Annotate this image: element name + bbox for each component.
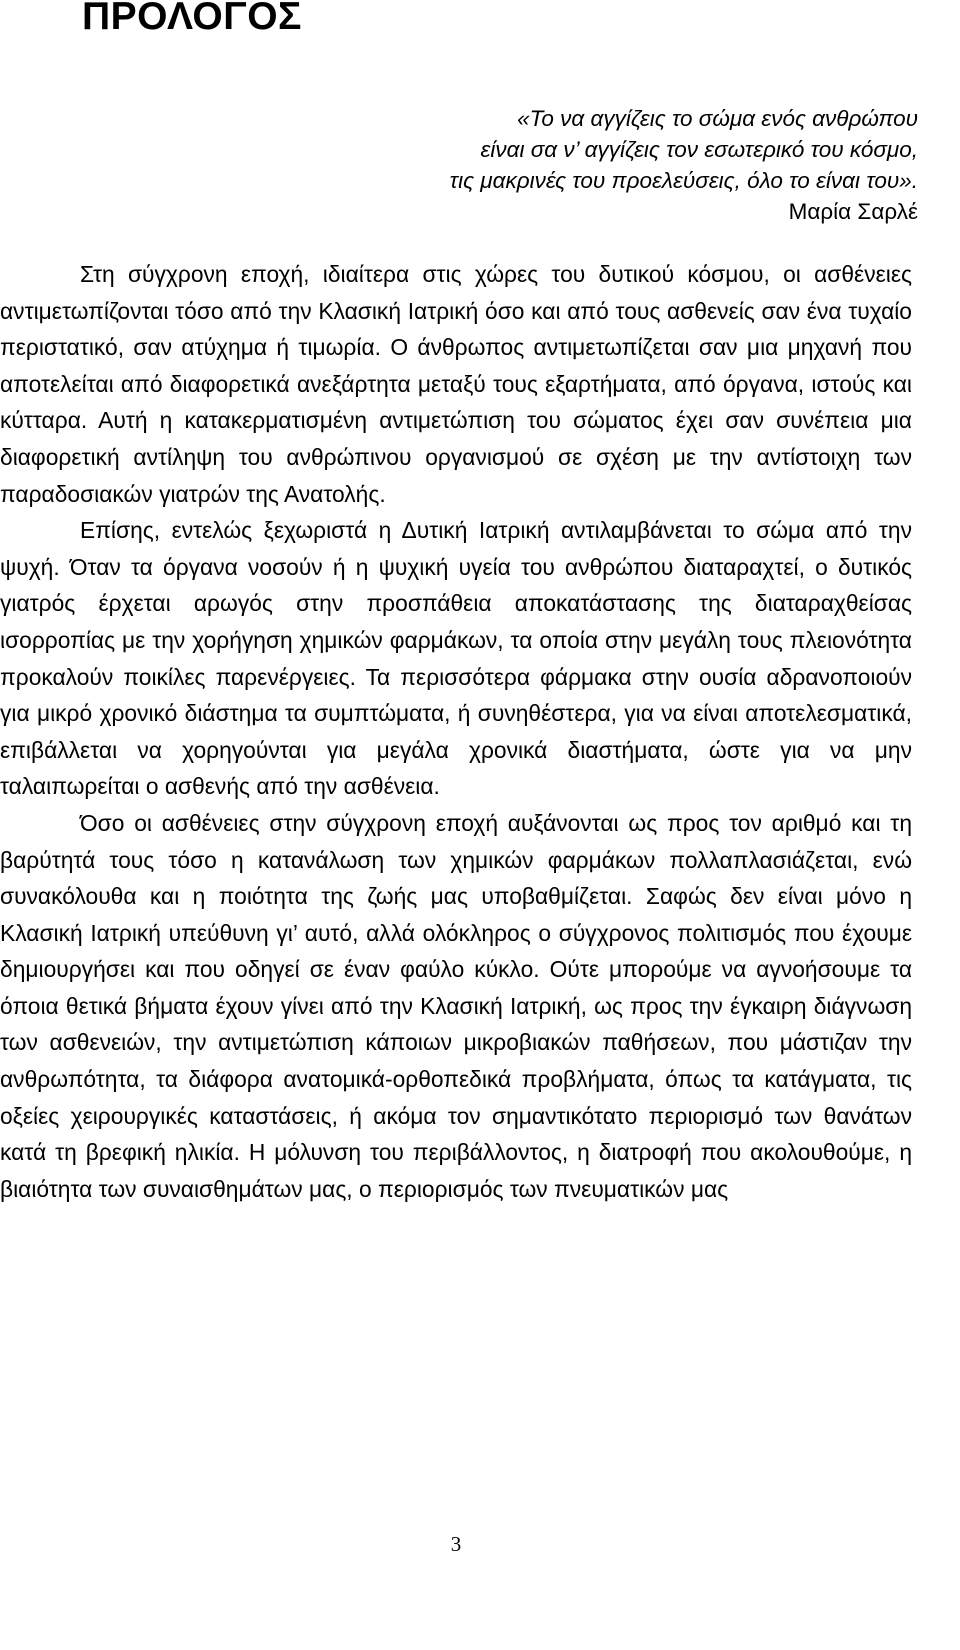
- paragraph: Επίσης, εντελώς ξεχωριστά η Δυτική Ιατρική αντιλαμβάνεται το σώμα από την ψυχή. Όταν τα όργανα νοσούν ή η ψυχική υγεία του ανθρώπου διαταραχτεί, ο δυτικός γιατρός έρχεται αρωγός στην προσπάθεια αποκατάστασης της διαταραχθείσας ισορροπίας με την χορήγηση χημικών φαρμάκων, τα οποία στην μεγάλη τους πλειονότητα προκαλούν ποικίλες παρενέργειες. Τα περισσότερα φάρμακα στην ουσία αδρανοποιούν για μικρό χρονικό διάστημα τα συμπτώματα, ή συνηθέστερα, για να είναι αποτελεσματικά, επιβάλλεται να χορηγούνται για μεγάλα χρονικά διαστήματα, ώστε για να μην ταλαιπωρείται ο ασθενής από την ασθένεια.: [0, 517, 912, 800]
- paragraph: Στη σύγχρονη εποχή, ιδιαίτερα στις χώρες του δυτικού κόσμου, οι ασθένειες αντιμετωπίζονται τόσο από την Κλασική Ιατρική όσο και από τους ασθενείς σαν ένα τυχαίο περιστατικό, σαν ατύχημα ή τιμωρία. Ο άνθρωπος αντιμετωπίζεται σαν μια μηχανή που αποτελείται από διαφορετικά ανεξάρτητα μεταξύ τους εξαρτήματα, από όργανα, ιστούς και κύτταρα. Αυτή η κατακερματισμένη αντιμετώπιση του σώματος έχει σαν συνέπεια μια διαφορετική αντίληψη του ανθρώπινου οργανισμού σε σχέση με την αντίστοιχη των παραδοσιακών γιατρών της Ανατολής.: [0, 261, 912, 507]
- page-number: 3: [450, 1532, 462, 1556]
- epigraph-author: Μαρία Σαρλέ: [788, 199, 918, 224]
- epigraph-line: είναι σα ν’ αγγίζεις τον εσωτερικό του κόσμο,: [480, 137, 918, 162]
- paragraph: Όσο οι ασθένειες στην σύγχρονη εποχή αυξάνονται ως προς τον αριθμό και τη βαρύτητά τους τόσο η κατανάλωση των χημικών φαρμάκων πολλαπλασιάζεται, ενώ συνακόλουθα και η ποιότητα της ζωής μας υποβαθμίζεται. Σαφώς δεν είναι μόνο η Κλασική Ιατρική υπεύθυνη γι’ αυτό, αλλά ολόκληρος ο σύγχρονος πολιτισμός που έχουμε δημιουργήσει και που οδηγεί σε έναν φαύλο κύκλο. Ούτε μπορούμε να αγνοήσουμε τα όποια θετικά βήματα έχουν γίνει από την Κλασική Ιατρική, ως προς την έγκαιρη διάγνωση των ασθενειών, την αντιμετώπιση κάποιων μικροβιακών παθήσεων, που μάστιζαν την ανθρωπότητα, τα διάφορα ανατομικά-ορθοπεδικά προβλήματα, όπως τα κατάγματα, τις οξείες χειρουργικές καταστάσεις, ή ακόμα τον σημαντικότατο περιορισμό των θανάτων κατά τη βρεφική ηλικία. Η μόλυνση του περιβάλλοντος, η διατροφή που ακολουθούμε, η βιαιότητα των συναισθημάτων μας, ο περιορισμός των πνευματικών μας: [0, 809, 912, 1202]
- page-title: ΠΡΟΛΟΓΟΣ: [82, 0, 302, 38]
- epigraph: [450, 103, 918, 227]
- epigraph-line: «Το να αγγίζεις το σώμα ενός ανθρώπου: [517, 106, 918, 131]
- body-text: [0, 256, 912, 1207]
- epigraph-line: τις μακρινές του προελεύσεις, όλο το είναι του».: [449, 168, 918, 193]
